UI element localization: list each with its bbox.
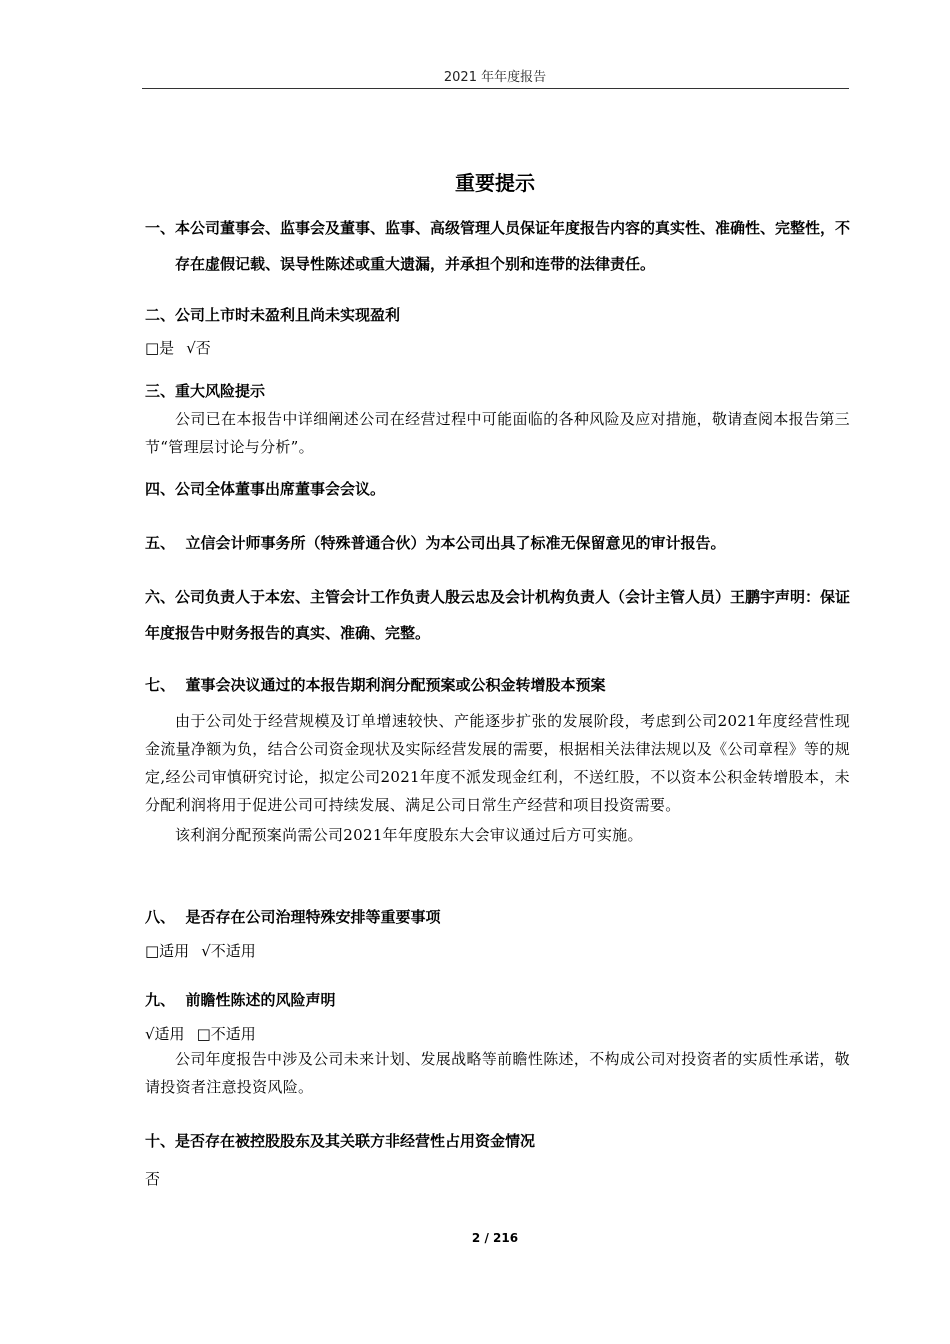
option-yes: □是 — [145, 339, 175, 357]
page-number: 2 / 216 — [471, 1231, 519, 1245]
section-4-heading: 四、公司全体董事出席董事会会议。 — [145, 480, 386, 498]
section-9 — [145, 990, 850, 1101]
section-7-body-1: 由于公司处于经营规模及订单增速较快、产能逐步扩张的发展阶段，考虑到公司2021年度经营性现金流量净额为负，结合公司资金现状及实际经营发展的需要，根据相关法律法规以及《公司章程》等的规定,经公司审慎研究讨论，拟定公司2021年度不派发现金红利，不送红股，不以资本公积金转增股本，未分配利润将用于促进公司可持续发展、满足公司日常生产经营和项目投资需要。 — [145, 712, 850, 814]
section-3-heading: 三、重大风险提示 — [145, 382, 266, 400]
section-9-heading: 九、 前瞻性陈述的风险声明 — [145, 991, 336, 1009]
section-2-heading: 二、公司上市时未盈利且尚未实现盈利 — [145, 306, 401, 324]
option-not-applicable: √不适用 — [201, 942, 256, 960]
section-4 — [145, 479, 850, 499]
option-applicable: □适用 — [145, 942, 190, 960]
section-9-options — [145, 1024, 850, 1044]
option-not-applicable: □不适用 — [196, 1025, 256, 1043]
option-applicable: √适用 — [145, 1025, 185, 1043]
section-2 — [145, 305, 850, 358]
section-10-body: 否 — [145, 1170, 161, 1188]
page-header: 2021 年年度报告 — [443, 70, 547, 85]
section-6 — [145, 579, 850, 651]
section-1-text: 一、本公司董事会、监事会及董事、监事、高级管理人员保证年度报告内容的真实性、准确性、完整性，不存在虚假记载、误导性陈述或重大遗漏，并承担个别和连带的法律责任。 — [145, 219, 851, 273]
section-10-heading: 十、是否存在被控股股东及其关联方非经营性占用资金情况 — [145, 1132, 536, 1150]
option-no: √否 — [186, 339, 211, 357]
section-10 — [145, 1131, 850, 1189]
section-8-heading: 八、 是否存在公司治理特殊安排等重要事项 — [145, 908, 441, 926]
section-7-heading: 七、 董事会决议通过的本报告期利润分配预案或公积金转增股本预案 — [145, 676, 606, 694]
page-title: 重要提示 — [455, 171, 535, 195]
section-7-body-2: 该利润分配预案尚需公司2021年年度股东大会审议通过后方可实施。 — [175, 826, 643, 844]
section-6-heading: 六、公司负责人于本宏、主管会计工作负责人殷云忠及会计机构负责人（会计主管人员）王鹏宇声明：保证年度报告中财务报告的真实、准确、完整。 — [145, 588, 851, 642]
section-7 — [145, 675, 850, 849]
section-5-heading: 五、 立信会计师事务所（特殊普通合伙）为本公司出具了标准无保留意见的审计报告。 — [145, 534, 726, 552]
section-5 — [145, 533, 850, 553]
section-2-options — [145, 338, 850, 358]
section-8-options — [145, 941, 850, 961]
header-divider — [142, 88, 849, 89]
section-3-body: 公司已在本报告中详细阐述公司在经营过程中可能面临的各种风险及应对措施，敬请查阅本报告第三节“管理层讨论与分析”。 — [145, 410, 850, 456]
section-1 — [145, 210, 850, 282]
section-3 — [145, 381, 850, 461]
section-9-body: 公司年度报告中涉及公司未来计划、发展战略等前瞻性陈述，不构成公司对投资者的实质性承诺，敬请投资者注意投资风险。 — [145, 1050, 850, 1096]
section-8 — [145, 907, 850, 961]
